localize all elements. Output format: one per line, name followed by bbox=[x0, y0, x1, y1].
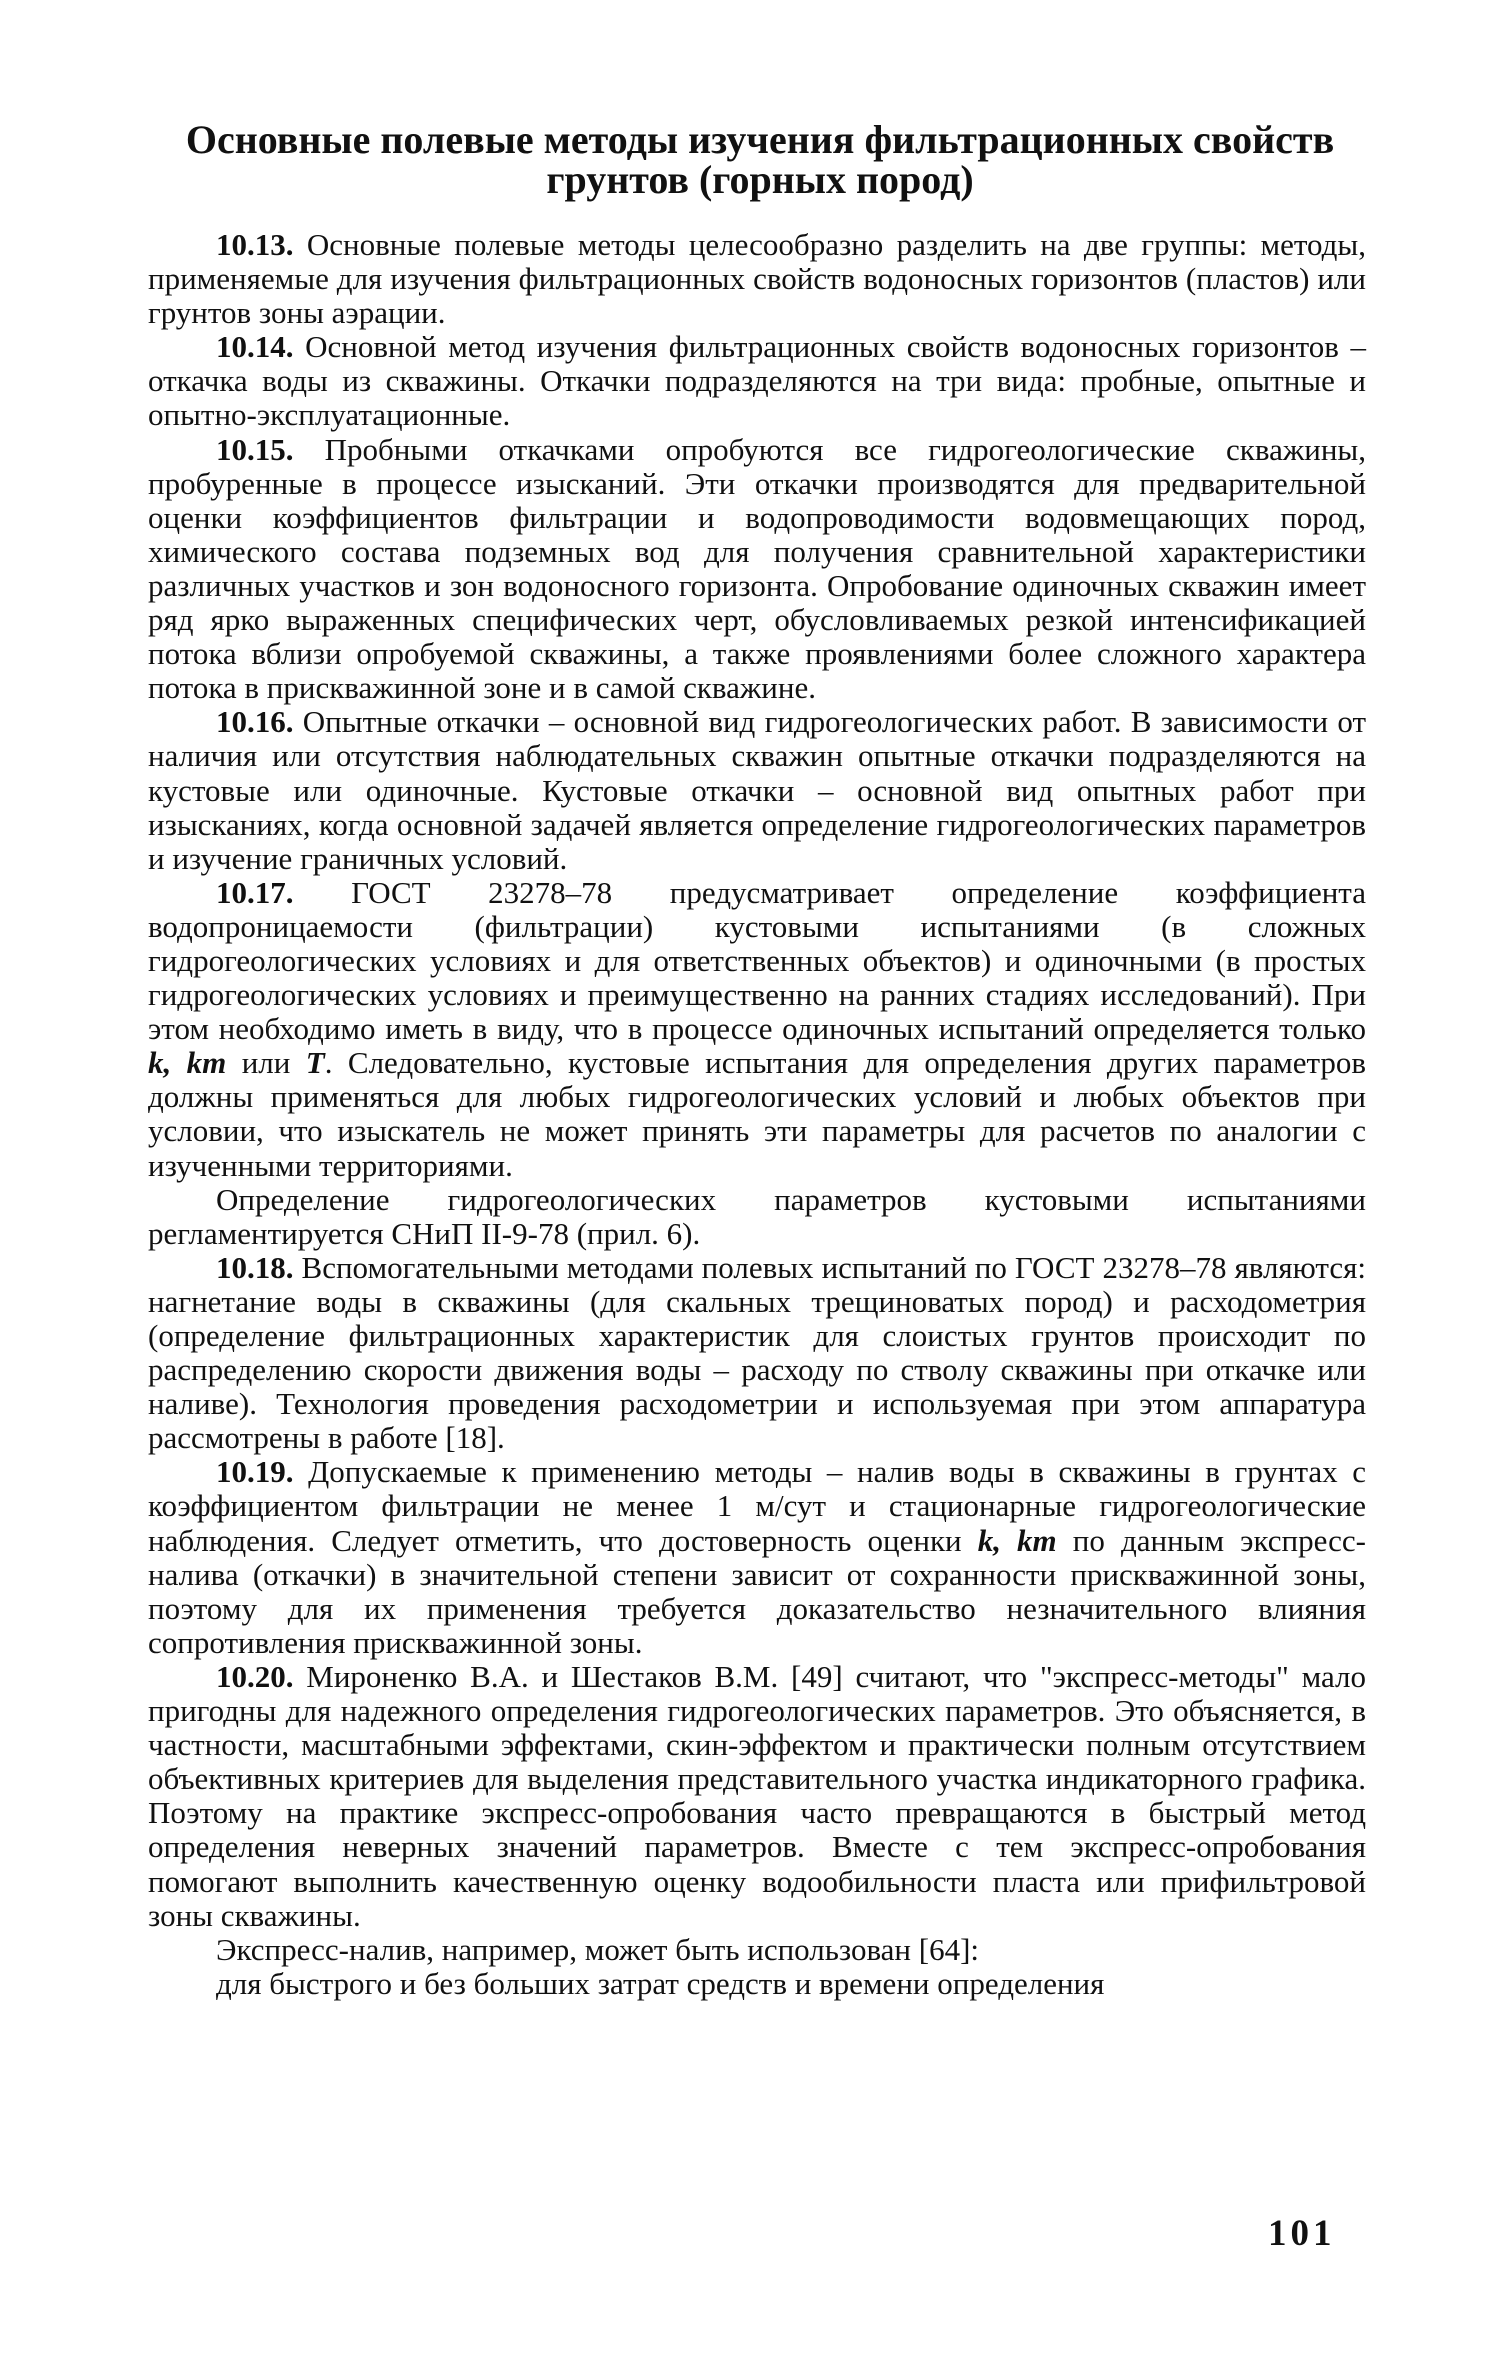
paragraph-text: или bbox=[241, 1045, 291, 1081]
section-number: 10.13. bbox=[216, 227, 294, 262]
paragraph-text: по данным экспресс-налива (откачки) в значительной степени зависит от сохранности прискважинной зоны, поэтому для их применения требуется доказательство незначительного влияния сопротивления прискважинной зоны. bbox=[148, 1522, 1367, 1660]
paragraph-10-14 bbox=[148, 330, 1366, 432]
paragraph-10-15 bbox=[148, 433, 1366, 706]
paragraph-10-17 bbox=[148, 876, 1366, 1183]
section-number: 10.14. bbox=[216, 329, 294, 365]
section-number: 10.18. bbox=[216, 1249, 294, 1285]
section-number: 10.20. bbox=[216, 1658, 294, 1694]
section-number: 10.19. bbox=[216, 1454, 294, 1490]
paragraph-snip bbox=[148, 1183, 1366, 1251]
paragraph-text: Вспомогательными методами полевых испытаний по ГОСТ 23278–78 являются: нагнетание воды в скважины (для скальных трещиноватых пород) и расходометрия (определение фильтрационных характеристик для слоистых грунтов происходит по распределению скорости движения воды – расходу по стволу скважины при откачке или наливе). Технология проведения расходометрии и используемая при этом аппаратура рассмотрены в работе [18]. bbox=[148, 1249, 1366, 1456]
body-text bbox=[148, 228, 1366, 2001]
section-number: 10.17. bbox=[216, 874, 294, 910]
paragraph-text: ГОСТ 23278–78 предусматривает определение коэффициента водопроницаемости (фильтрации) кустовыми испытаниями (в сложных гидрогеологических условиях и для ответственных объектов) и одиночными (в простых гидрогеологических условиях и преимущественно на ранних стадиях исследований). При этом необходимо иметь в виду, что в процессе одиночных испытаний определяется только bbox=[148, 874, 1366, 1047]
paragraph-text: . Следовательно, кустовые испытания для определения других параметров должны применяться для любых гидрогеологических условий и любых объектов при условии, что изыскатель не может принять эти параметры для расчетов по аналогии с изученными территориями. bbox=[148, 1045, 1367, 1183]
paragraph-text: Определение гидрогеологических параметров кустовыми испытаниями регламентируется СНиП II-9-78 (прил. 6). bbox=[148, 1181, 1366, 1251]
symbol-k: k, bbox=[977, 1522, 1001, 1558]
paragraph-text: Мироненко В.А. и Шестаков В.М. [49] считают, что "экспресс-методы" мало пригодны для надежного определения гидрогеологических параметров. Это объясняется, в частности, масштабными эффектами, скин-эффектом и практически полным отсутствием объективных критериев для выделения представительного участка индикаторного графика. Поэтому на практике экспресс-опробования часто превращаются в быстрый метод определения неверных значений параметров. Вместе с тем экспресс-опробования помогают выполнить качественную оценку водообильности пласта или прифильтровой зоны скважины. bbox=[148, 1658, 1366, 1933]
section-number: 10.15. bbox=[216, 431, 294, 467]
symbol-t: T bbox=[305, 1045, 325, 1081]
paragraph-text: Основные полевые методы целесообразно разделить на две группы: методы, применяемые для изучения фильтрационных свойств водоносных горизонтов (пластов) или грунтов зоны аэрации. bbox=[148, 227, 1367, 331]
paragraph-10-16 bbox=[148, 705, 1366, 875]
paragraph-10-18 bbox=[148, 1251, 1366, 1456]
paragraph-10-19 bbox=[148, 1455, 1366, 1660]
section-number: 10.16. bbox=[216, 704, 294, 740]
symbol-k: k, bbox=[148, 1045, 172, 1081]
paragraph-text: Пробными откачками опробуются все гидрогеологические скважины, пробуренные в процессе изысканий. Эти откачки производятся для предварительной оценки коэффициентов фильтрации и водопроводимости водовмещающих пород, химического состава подземных вод для получения сравнительной характеристики различных участков и зон водоносного горизонта. Опробование одиночных скважин имеет ряд ярко выраженных специфических черт, обусловливаемых резкой интенсификацией потока вблизи опробуемой скважины, а также проявлениями более сложного характера потока в прискважинной зоне и в самой скважине. bbox=[148, 431, 1366, 706]
paragraph-10-13 bbox=[148, 228, 1366, 330]
paragraph-express-fill bbox=[148, 1933, 1366, 1967]
paragraph-text: Допускаемые к применению методы – налив воды в скважины в грунтах с коэффициентом фильтрации не менее 1 м/сут и стационарные гидрогеологические наблюдения. Следует отметить, что достоверность оценки bbox=[148, 1454, 1367, 1558]
paragraph-text: для быстрого и без больших затрат средств и времени определения bbox=[216, 1965, 1105, 2001]
paragraph-text: Опытные откачки – основной вид гидрогеологических работ. В зависимости от наличия или отсутствия наблюдательных скважин опытные откачки подразделяются на кустовые или одиночные. Кустовые откачки – основной вид опытных работ при изысканиях, когда основной задачей является определение гидрогеологических параметров и изучение граничных условий. bbox=[148, 704, 1366, 876]
paragraph-10-20 bbox=[148, 1660, 1366, 1933]
page-title bbox=[150, 117, 1370, 202]
paragraph-list-start bbox=[148, 1967, 1366, 2001]
paragraph-text: Основной метод изучения фильтрационных свойств водоносных горизонтов – откачка воды из скважины. Откачки подразделяются на три вида: пробные, опытные и опытно-эксплуатационные. bbox=[148, 329, 1367, 433]
title-line-2: грунтов (горных пород) bbox=[546, 157, 974, 202]
paragraph-text: Экспресс-налив, например, может быть использован [64]: bbox=[216, 1931, 980, 1967]
page-number: 101 bbox=[1268, 2213, 1336, 2254]
title-line-1: Основные полевые методы изучения фильтрационных свойств bbox=[185, 117, 1335, 162]
symbol-km: km bbox=[1017, 1522, 1057, 1558]
symbol-km: km bbox=[186, 1045, 227, 1081]
